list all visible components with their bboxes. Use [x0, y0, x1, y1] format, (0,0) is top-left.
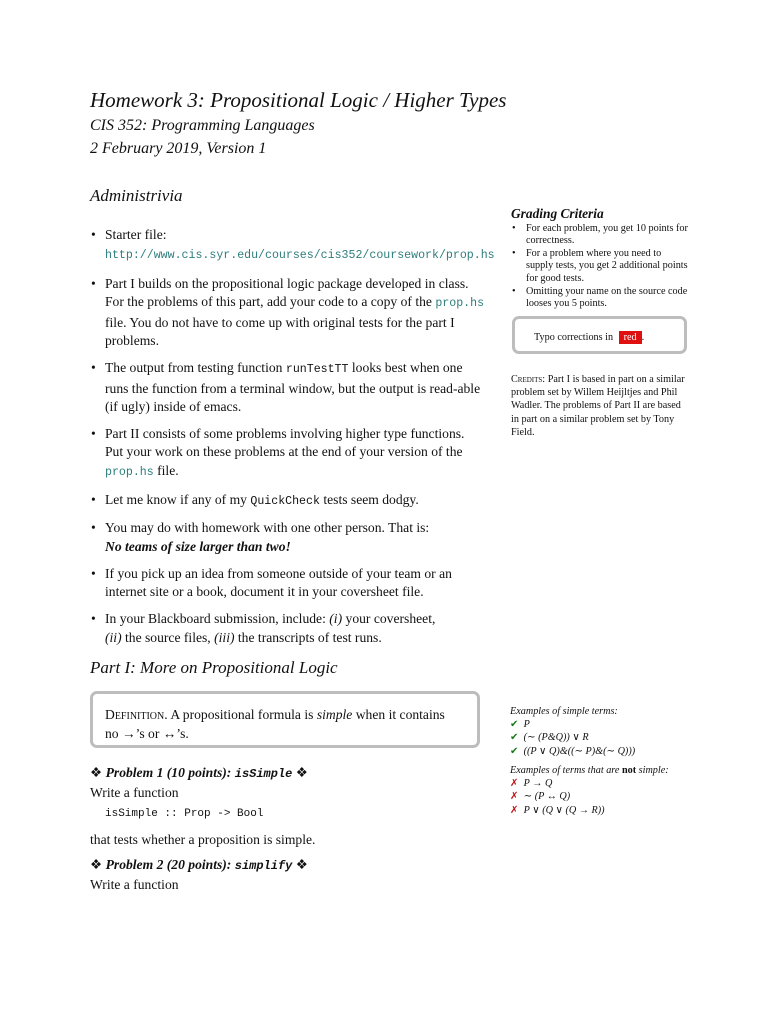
text: simple:: [638, 765, 669, 776]
text: Write a function: [90, 784, 179, 800]
example-item: [510, 777, 669, 790]
course-subtitle: CIS 352: Programming Languages: [90, 117, 315, 134]
text: .: [641, 332, 645, 343]
example-item: [510, 718, 635, 731]
grading-item: • For a problem where you need to supply tests, you get 2 additional points for good tests.: [511, 248, 689, 286]
page-title: Homework 3: Propositional Logic / Higher Types: [90, 88, 507, 112]
example-item: [510, 804, 669, 817]
emphasis: not: [621, 765, 637, 776]
non-simple-examples: [510, 764, 669, 817]
diamond-icon: ❖: [295, 765, 308, 780]
enum-marker: (iii): [214, 629, 235, 645]
diamond-icon: ❖: [90, 765, 103, 780]
examples-title: Examples of simple terms:: [510, 706, 618, 717]
credits: [511, 373, 689, 439]
text: file. You do not have to come up with original tests for the part I problems.: [105, 314, 455, 349]
code-filename: prop.hs: [435, 297, 485, 311]
enum-marker: (ii): [105, 629, 122, 645]
starter-file-link[interactable]: http://www.cis.syr.edu/courses/cis352/coursework/prop.hs: [105, 248, 495, 262]
text: tests seem dodgy.: [323, 491, 419, 507]
diamond-icon: ❖: [90, 857, 103, 872]
list-item: [90, 226, 495, 267]
example-term: ∼ (P ↔ Q): [523, 791, 571, 803]
text: Typo corrections in: [534, 332, 614, 343]
problem-1-desc: that tests whether a proposition is simple.: [90, 832, 316, 847]
text: Let me know if any of my: [105, 491, 247, 507]
problem-2: [90, 856, 308, 894]
diamond-icon: ❖: [295, 857, 308, 872]
emphasis: simple: [316, 707, 353, 722]
credits-text: Part I is based in part on a similar problem set by Willem Heijltjes and Phil Wadler. The problems of Part II are based in part on a similar problem set by Tony Field.: [511, 374, 685, 438]
example-item: [510, 790, 669, 803]
problem-title: Problem 2 (20 points):: [105, 857, 232, 872]
check-icon: ✔: [510, 745, 519, 757]
administrivia-heading: Administrivia: [90, 186, 183, 205]
list-item: [90, 275, 485, 351]
text: the source files,: [125, 629, 211, 645]
text: your coversheet,: [345, 611, 436, 627]
example-item: [510, 745, 635, 758]
text: Examples of terms that are: [510, 765, 620, 776]
example-term: P → Q: [523, 778, 553, 790]
text: You may do with homework with one other person. That is:: [105, 520, 430, 536]
text: A propositional formula is: [170, 707, 314, 722]
credits-label: Credits:: [511, 374, 546, 385]
list-item: [90, 519, 485, 556]
text: the transcripts of test runs.: [237, 629, 382, 645]
text: In your Blackboard submission, include:: [105, 611, 326, 627]
definition-text: [105, 705, 445, 743]
simple-examples: [510, 705, 635, 758]
part1-heading: Part I: More on Propositional Logic: [90, 658, 338, 677]
text: Part I builds on the propositional logic package developed in class. For the problems of this part, add your code to a copy of the: [105, 275, 469, 310]
text: when it contains: [355, 707, 445, 722]
definition-box: [90, 691, 480, 748]
list-item: [90, 359, 485, 417]
text: no →’s or ↔’s.: [105, 726, 189, 741]
typo-note-box: [512, 316, 687, 354]
code-quickcheck: QuickCheck: [250, 494, 320, 508]
list-item: [90, 610, 485, 647]
date-version: 2 February 2019, Version 1: [90, 140, 267, 157]
example-item: [510, 731, 635, 744]
examples-title: [510, 764, 669, 777]
cross-icon: ✗: [510, 791, 519, 803]
cross-icon: ✗: [510, 804, 519, 816]
example-term: P ∨ (Q ∨ (Q → R)): [523, 804, 605, 816]
red-highlight: red: [619, 331, 642, 344]
list-item: [90, 491, 485, 512]
problem-title: Problem 1 (10 points):: [105, 765, 232, 780]
grading-item: • Omitting your name on the source code looses you 5 points.: [511, 286, 689, 311]
check-icon: ✔: [510, 732, 519, 744]
grading-item: • For each problem, you get 10 points for correctness.: [511, 223, 689, 248]
grading-criteria: [511, 208, 689, 311]
grading-list: [511, 223, 689, 311]
starter-label: Starter file:: [105, 227, 167, 242]
grading-criteria-title: Grading Criteria: [511, 206, 604, 221]
check-icon: ✔: [510, 719, 519, 731]
list-item: [90, 565, 485, 602]
team-size-warning: No teams of size larger than two!: [105, 538, 291, 554]
example-term: ((P ∨ Q)&((∼ P)&(∼ Q))): [523, 745, 636, 757]
problem-1: [90, 764, 308, 802]
text: looks best when one runs the function from a terminal window, but the output is read-able (if ugly) inside of emacs.: [105, 360, 481, 415]
code-function: runTestTT: [285, 363, 349, 377]
cross-icon: ✗: [510, 778, 519, 790]
definition-label: Definition.: [105, 707, 168, 722]
text: Write a function: [90, 876, 179, 892]
problem-function: simplify: [234, 859, 293, 873]
problem-function: isSimple: [234, 767, 293, 781]
administrivia-list: [90, 226, 495, 655]
text: The output from testing function: [105, 360, 283, 376]
typo-note: [534, 331, 644, 344]
list-item: [90, 425, 485, 483]
type-signature: isSimple :: Prop -> Bool: [105, 808, 264, 820]
text: file.: [157, 462, 179, 478]
enum-marker: (i): [329, 611, 343, 627]
example-term: (∼ (P&Q)) ∨ R: [523, 732, 589, 744]
code-filename: prop.hs: [105, 465, 154, 479]
text: Part II consists of some problems involving higher type functions. Put your work on these problems at the end of your version of the: [105, 425, 465, 460]
text: If you pick up an idea from someone outside of your team or an internet site or a book, document it in your coversheet file.: [105, 565, 452, 600]
example-term: P: [523, 719, 530, 731]
